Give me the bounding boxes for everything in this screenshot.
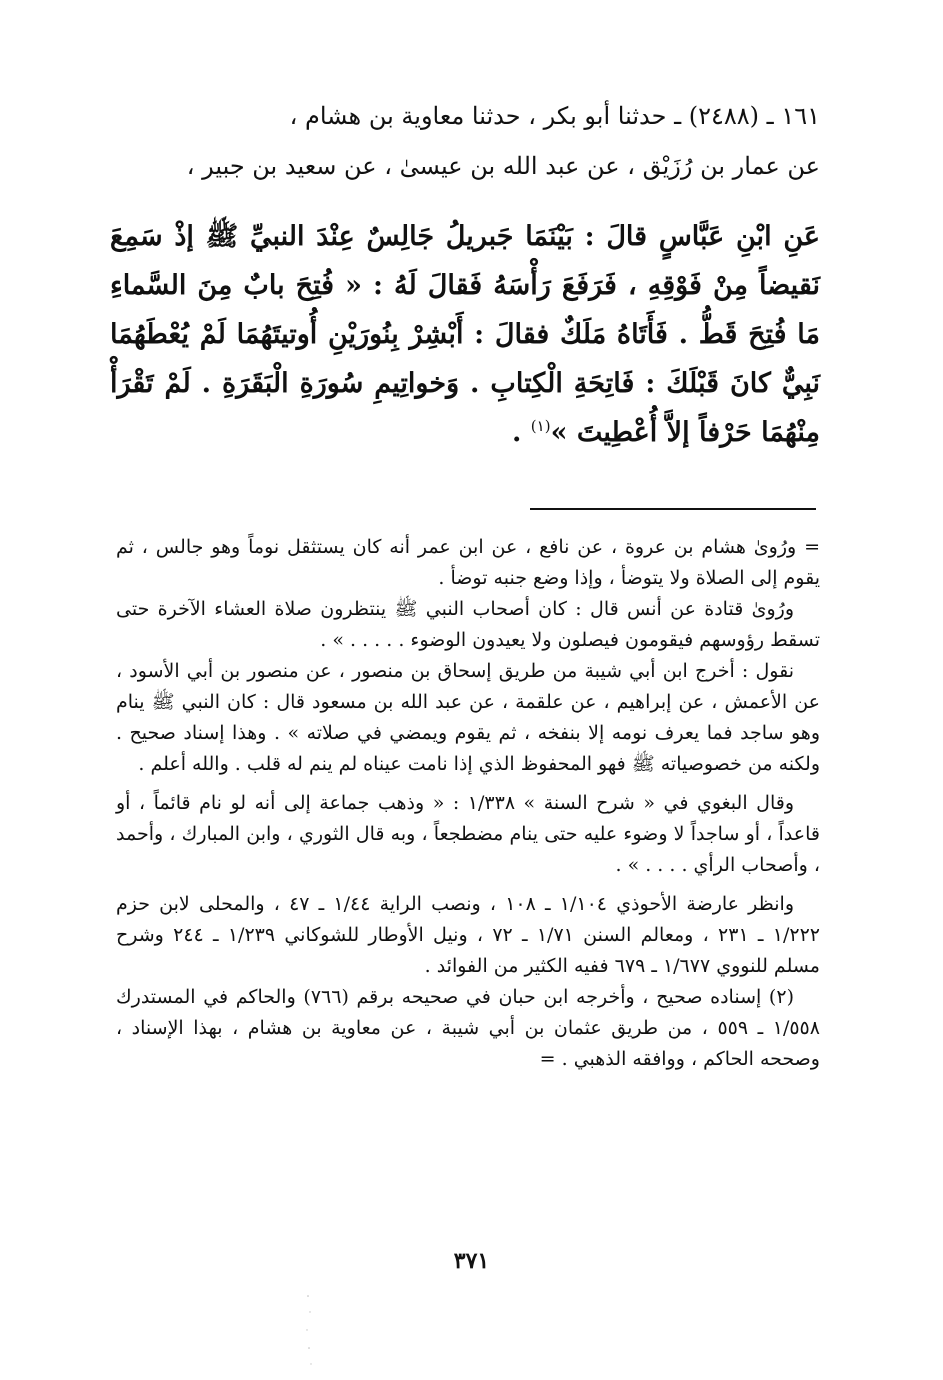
hadith-isnad-line-2: عن عمار بن رُزَيْق ، عن عبد الله بن عيسىٰ ، عن سعيد بن جبير ،	[186, 152, 820, 180]
footnote-paragraph-6	[116, 982, 820, 1075]
page-number: ٣٧١	[453, 1248, 490, 1274]
footnote-reference: (١)	[530, 417, 551, 435]
hadith-matn	[110, 212, 820, 457]
footnote-paragraph-4: وقال البغوي في « شرح السنة » ١/٣٣٨ : « وذهب جماعة إلى أنه لو نام قائماً ، أو قاعداً ، أو ساجداً لا وضوء عليه حتى ينام مضطجعاً ، وبه قال الثوري ، وابن المبارك ، وأحمد ، وأصحاب الرأي . . . . » .	[116, 792, 820, 876]
scan-specks	[300, 1290, 320, 1370]
hadith-matn-text: عَنِ ابْنِ عَبَّاسٍ قالَ : بَيْنَمَا جَبريلُ جَالِسٌ عِنْدَ النبيِّ ﷺ إذْ سَمِعَ نَقيضاً مِنْ فَوْقِهِ ، فَرَفَعَ رَأْسَهُ فَقالَ لَهُ : « فُتِحَ بابٌ مِنَ السَّماءِ مَا فُتِحَ قَطُّ . فَأَتَاهُ مَلَكٌ فقالَ : أَبْشِرْ بِنُورَيْنِ أُوتيتَهُمَا لَمْ يُعْطَهُمَا نَبِيٌّ كانَ قَبْلَكَ : فَاتِحَةِ الْكِتابِ . وَخواتِيمِ سُورَةِ الْبَقَرَةِ . لَمْ تَقْرَأْ مِنْهُمَا حَرْفاً إلاَّ أُعْطِيتَ »	[110, 221, 820, 448]
footnotes	[116, 532, 820, 1075]
hadith-matn-end: .	[511, 417, 531, 448]
hadith-isnad-line-1: ١٦١ ـ (٢٤٨٨) ـ حدثنا أبو بكر ، حدثنا معاوية بن هشام ،	[289, 102, 820, 130]
continuation-marker-end: =	[539, 1048, 556, 1070]
footnote-paragraph-3: نقول : أخرج ابن أبي شيبة من طريق إسحاق بن منصور ، عن منصور بن أبي الأسود ، عن الأعمش ، عن إبراهيم ، عن علقمة ، عن عبد الله بن مسعود قال : كان النبي ﷺ ينام وهو ساجد فما يعرف نومه إلا بنفخه ، ثم يقوم ويمضي في صلاته » . وهذا إسناد صحيح . ولكنه من خصوصياته ﷺ فهو المحفوظ الذي إذا نامت عيناه لم ينم له قلب . والله أعلم .	[116, 660, 820, 775]
footnote-separator	[530, 508, 816, 510]
footnote-paragraph-1	[116, 532, 820, 594]
footnote-paragraph-1-text: ورُوىٰ هشام بن عروة ، عن نافع ، عن ابن عمر أنه كان يستثقل نوماً وهو جالس ، ثم يقوم إلى الصلاة ولا يتوضأ ، وإذا وضع جنبه توضأ .	[116, 536, 820, 589]
footnote-paragraph-2: ورُوىٰ قتادة عن أنس قال : كان أصحاب النبي ﷺ ينتظرون صلاة العشاء الآخرة حتى تسقط رؤوسهم فيقومون فيصلون ولا يعيدون الوضوء . . . . . » .	[116, 598, 820, 651]
continuation-marker-start: =	[804, 536, 820, 558]
footnote-paragraph-5: وانظر عارضة الأحوذي ١/١٠٤ ـ ١٠٨ ، ونصب الراية ١/٤٤ ـ ٤٧ ، والمحلى لابن حزم ١/٢٢٢ ـ ٢٣١ ، ومعالم السنن ١/٧١ ـ ٧٢ ، ونيل الأوطار للشوكاني ١/٢٣٩ ـ ٢٤٤ وشرح مسلم للنووي ١/٦٧٧ ـ ٦٧٩ ففيه الكثير من الفوائد .	[116, 893, 820, 977]
footnote-paragraph-6-text: (٢) إسناده صحيح ، وأخرجه ابن حبان في صحيحه برقم (٧٦٦) والحاكم في المستدرك ١/٥٥٨ ـ ٥٥٩ ، من طريق عثمان بن أبي شيبة ، عن معاوية بن هشام ، بهذا الإسناد ، وصححه الحاكم ، ووافقه الذهبي .	[116, 986, 820, 1070]
